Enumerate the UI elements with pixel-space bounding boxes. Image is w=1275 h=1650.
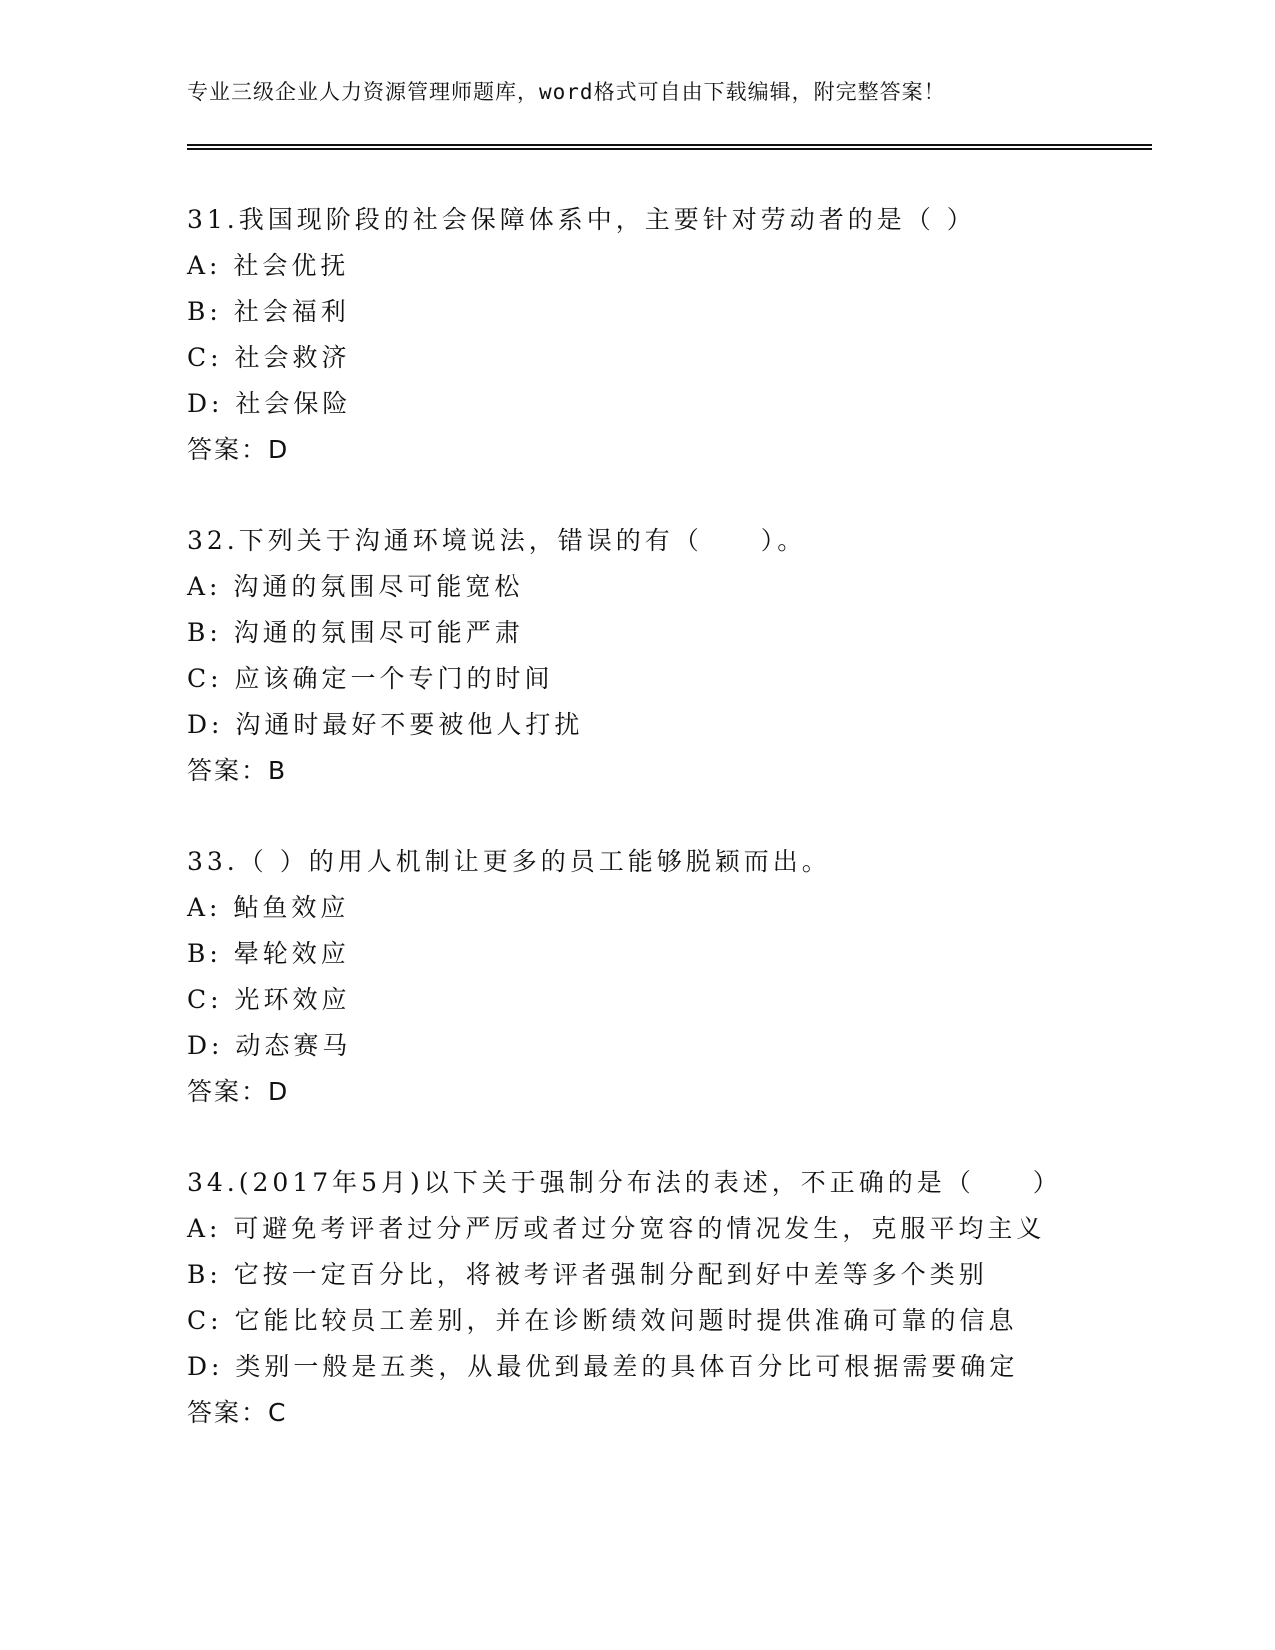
option-a: A: 可避免考评者过分严厉或者过分宽容的情况发生，克服平均主义 <box>187 1214 1046 1243</box>
option-b: B: 它按一定百分比，将被考评者强制分配到好中差等多个类别 <box>187 1260 988 1289</box>
option-a: A: 社会优抚 <box>187 251 350 280</box>
option-c: C: 应该确定一个专门的时间 <box>187 664 554 693</box>
option-c: C: 社会救济 <box>187 343 351 372</box>
answer-label: 答案：B <box>187 756 288 785</box>
option-d: D: 动态赛马 <box>187 1031 352 1060</box>
question-stem: 31.我国现阶段的社会保障体系中，主要针对劳动者的是（ ） <box>187 205 976 234</box>
option-b: B: 社会福利 <box>187 297 350 326</box>
option-b: B: 晕轮效应 <box>187 939 350 968</box>
option-b: B: 沟通的氛围尽可能严肃 <box>187 618 524 647</box>
question-34 <box>187 1160 1187 1436</box>
question-31 <box>187 197 1187 473</box>
question-32 <box>187 518 1187 794</box>
option-d: D: 沟通时最好不要被他人打扰 <box>187 710 584 739</box>
question-stem: 32.下列关于沟通环境说法，错误的有（ ）。 <box>187 526 807 555</box>
option-c: C: 它能比较员工差别，并在诊断绩效问题时提供准确可靠的信息 <box>187 1306 1018 1335</box>
option-a: A: 鲇鱼效应 <box>187 893 350 922</box>
option-c: C: 光环效应 <box>187 985 351 1014</box>
question-33 <box>187 839 1187 1115</box>
answer-label: 答案：C <box>187 1398 288 1427</box>
answer-label: 答案：D <box>187 435 290 464</box>
question-stem: 33.（ ）的用人机制让更多的员工能够脱颖而出。 <box>187 847 831 876</box>
page-header-title: 专业三级企业人力资源管理师题库，word格式可自由下载编辑，附完整答案！ <box>187 80 946 104</box>
option-a: A: 沟通的氛围尽可能宽松 <box>187 572 524 601</box>
option-d: D: 类别一般是五类，从最优到最差的具体百分比可根据需要确定 <box>187 1352 1019 1381</box>
header-divider <box>187 144 1152 150</box>
answer-label: 答案：D <box>187 1077 290 1106</box>
option-d: D: 社会保险 <box>187 389 352 418</box>
question-stem: 34.(2017年5月)以下关于强制分布法的表述，不正确的是（ ） <box>187 1168 1062 1197</box>
